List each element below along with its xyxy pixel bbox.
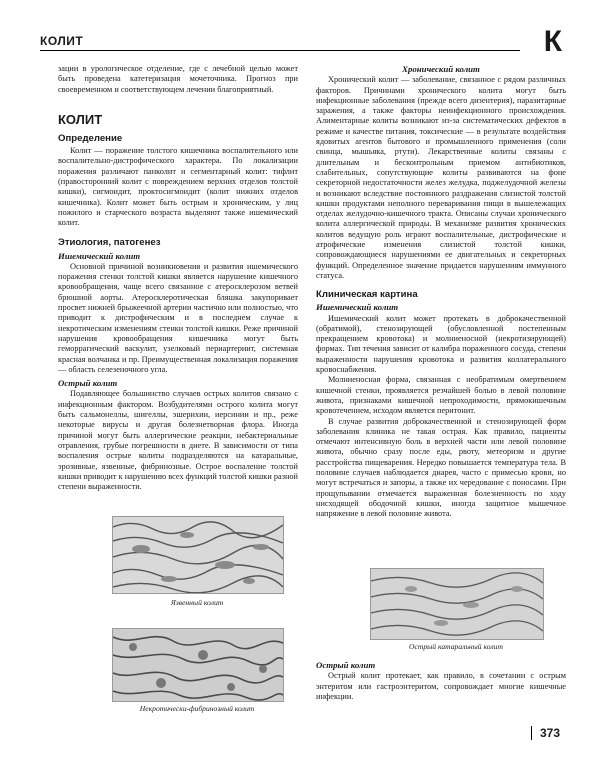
acute-heading-left: Острый колит: [58, 378, 118, 389]
right-column: [316, 64, 566, 519]
etiology-heading: Этиология, патогенез: [58, 236, 161, 248]
right-column-bottom: [316, 660, 566, 702]
ischemic-text-left: Основной причиной возникновения и развития ишемического поражения стенки толстой кишки является нарушение кишечного кровообращения, чаще всего связанное с атеросклерозом ветвей брюшной аорты. Атеросклеротическая бляшка закупоривает просвет нижней брыжеечной артерии частично или полностью, что приводит к дистрофическим и в последнем случае к некротическим изменениям стенки толстой кишки. Реже причиной нарушения кровообращения кишечника могут быть геморрагический васкулит, узелковый периартериит, системная красная волчанка и пр. Преимущественная локализация поражения — область селезеночного угла.: [58, 261, 298, 374]
clinical-heading: Клиническая картина: [316, 289, 418, 301]
page-header: [40, 25, 562, 58]
definition-text: Колит — поражение толстого кишечника воспалительного или воспалительно-дистрофического характера. По локализации поражения различают панколит и сегментарный колит: тифлит (правосторонний колит с повреждением верхних отделов толстой кишки), сигмоидит, проктосигмоидит (колит нижних отделов кишечника). Колит может быть острым и хроническим, у лиц пожилого и старческого возраста выделяют также ишемический колит.: [58, 146, 298, 228]
header-rule: [40, 50, 520, 51]
article-title: КОЛИТ: [58, 111, 103, 127]
definition-heading: Определение: [58, 133, 123, 145]
intro-paragraph: зации в урологическое отделение, где с лечебной целью может быть проведена катетеризация мочеточника. Прогноз при своевременном и соответствующем лечении благоприятный.: [58, 64, 298, 94]
figure1-caption: Язвенный колит: [170, 598, 224, 607]
acute-catarrhal-colitis-illustration-icon: [370, 568, 544, 640]
left-column: [58, 64, 298, 492]
ischemic-heading-right: Ишемический колит: [316, 302, 399, 313]
acute-text-right: Острый колит протекает, как правило, в сочетании с острым энтеритом или гастроэнтеритом, сопровождает многие кишечные инфекции.: [316, 671, 566, 701]
figure3-caption: Острый катаральный колит: [409, 642, 503, 651]
acute-text-left: Подавляющее большинство случаев острых колитов связано с инфекционным фактором. Возбудителями острого колита могут быть сальмонеллы, шигеллы, эшерихии, иерсинии и пр., реже некоторые вирусы и другая болезнетворная флора. Иногда причиной могут быть аллергические реакции, небактериальные отравления, грубые погрешности в диете. В зависимости от типа воспаления острые колиты подразделяются на катаральные, эрозивные, язвенные, фибринозные. Острое воспаление толстой кишки приводит к нарушению всех функций толстой кишки разной степени выраженности.: [58, 389, 298, 492]
chronic-text: Хронический колит — заболевание, связанное с рядом различных факторов. Причинами хронического колита могут быть инфекционные заболевания (прежде всего дизентерия), паразитарные заражения, а также факторы неинфекционного происхождения. Алиментарные колиты возникают из-за систематических дефектов в режиме и качестве питания, токсические — в результате воздействия ядовитых агентов бытового и промышленного применения (соли свинца, мышьяка, ртути). Лекарственные колиты связаны с длительным и бесконтрольным приемом антибиотиков, слабительных, сопутствующие колиты развиваются на фоне секреторной недостаточности желез желудка, поджелудочной железы и возникают вследствие постоянного раздражения слизистой толстой кишки продуктами неполного переваривания пищи в вышележащих отделах желудочно-кишечного тракта. Описаны случаи хронического колита аллергической природы. В механизме развития хронических колитов ведущую роль играют воспалительные, дистрофические и атрофические изменения слизистой толстой кишки, сопровождающиеся нарушениями ее двигательных и секреторных функций. Определенное значение придается нарушениям иммунного статуса.: [316, 75, 566, 280]
ischemic-heading-left: Ишемический колит: [58, 250, 141, 261]
acute-heading-right: Острый колит: [316, 660, 376, 670]
ulcerative-colitis-illustration-icon: [112, 516, 284, 594]
chronic-heading: Хронический колит: [402, 64, 480, 74]
header-letter: К: [543, 25, 562, 58]
ischemic-p1: Ишемический колит может протекать в доброкачественной (обратимой), стенозирующей (обусловленной постепенным прекращением кровотока) и молниеносной (некротизирующей) формах. Тип течения зависит от калибра пораженного сосуда, степени выраженности нарушения кровотока и развития коллатерального кровоснабжения.: [316, 313, 566, 375]
ischemic-p3: В случае развития доброкачественной и стенозирующей форм заболевания клиника не такая острая. Как правило, пациенты отмечают интенсивную боль в верхней части или левой половине живота, обычно сразу после еды, рвоту, метеоризм и другие расстройства пищеварения. Нередко повышается температура тела. В половине случаев наблюдается диарея, часто с примесью крови, но могут встречаться и запоры, а также их чередование с поносами. При прощупывании отмечается выраженная болезненность по ходу нисходящей ободочной кишки, иногда защитное мышечное напряжение в левой половине живота.: [316, 416, 566, 519]
necrotic-fibrinous-colitis-illustration-icon: [112, 628, 284, 702]
ischemic-p2: Молниеносная форма, связанная с необратимым омертвением кишечной стенки, проявляется резчайшей болью в левой половине живота, признаками кишечной непроходимости, прямокишечным кровотечением, исходом является перитонит.: [316, 375, 566, 416]
page-number: 373: [531, 726, 560, 740]
figure2-caption: Некротически-фибринозный колит: [139, 704, 255, 713]
header-title: КОЛИТ: [40, 34, 84, 48]
